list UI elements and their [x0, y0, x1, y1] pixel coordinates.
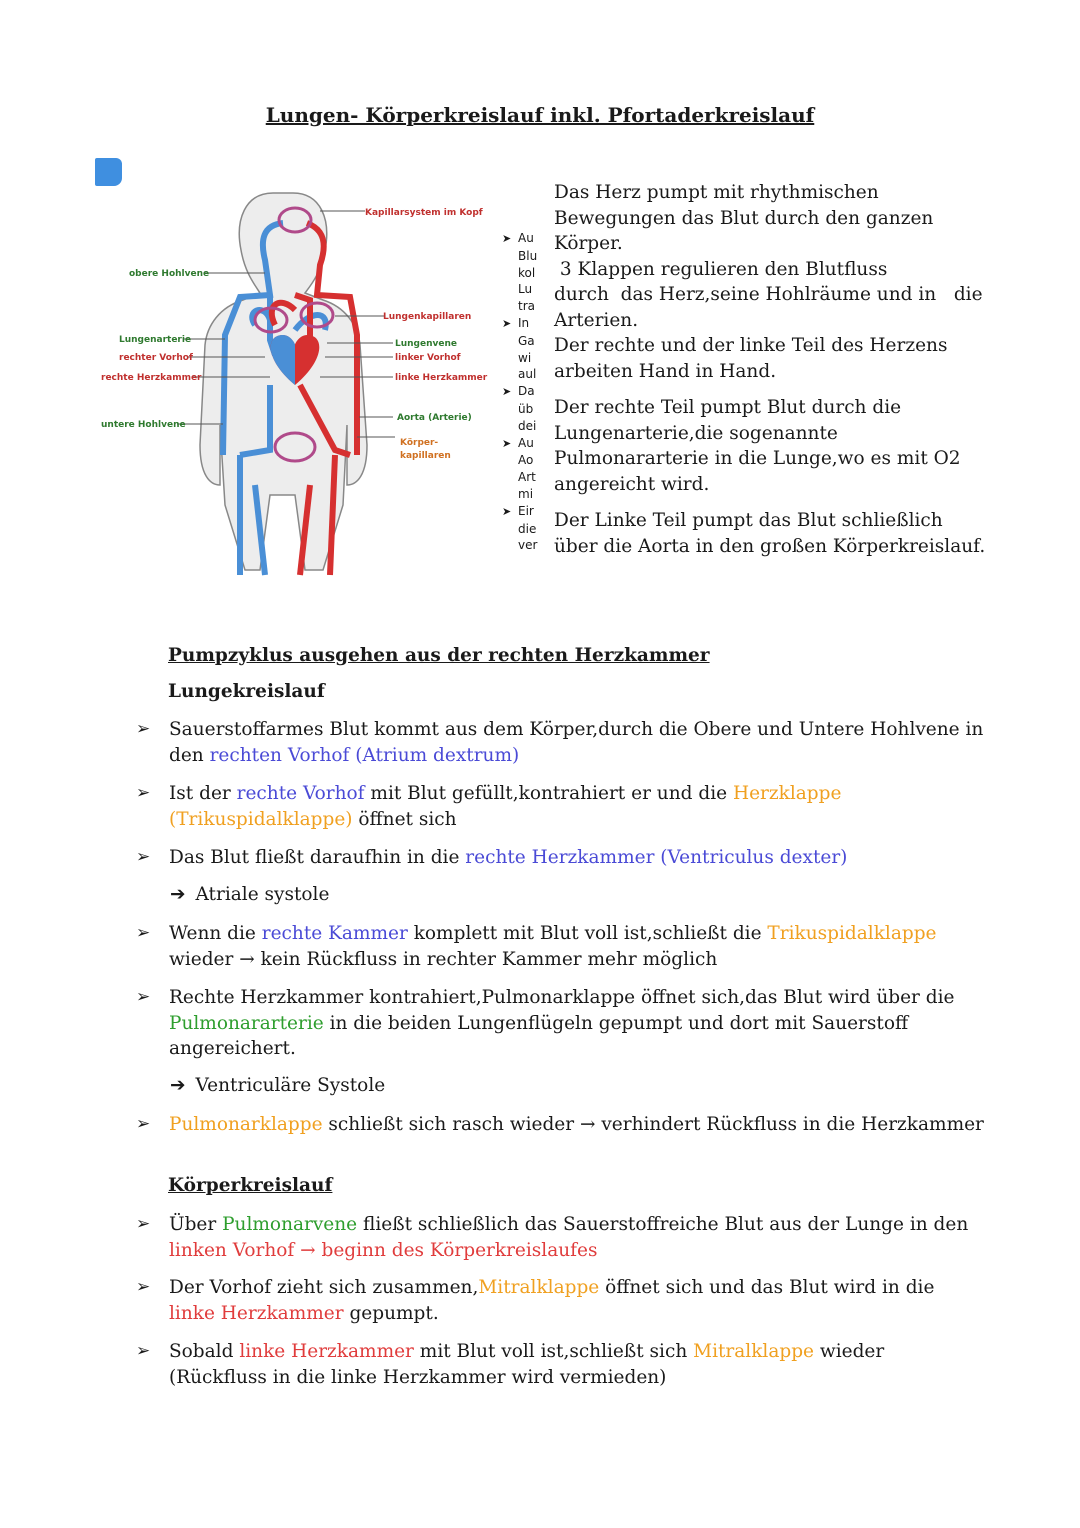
cut-line [502, 230, 540, 248]
text-span: fließt schließlich das Sauerstoffreiche Blut aus der Lunge in den [357, 1214, 969, 1235]
intro-line: arbeiten Hand in Hand. [554, 360, 777, 382]
term-orange: Pulmonarklappe [169, 1114, 323, 1135]
text-span: öffnet sich und das Blut wird in die [599, 1277, 935, 1298]
text-span: mit Blut gefüllt,kontrahiert er und die [364, 783, 733, 804]
term-red: linke Herzkammer [239, 1341, 414, 1362]
text-span: Ist der [169, 783, 237, 804]
text-span: Das Blut fließt daraufhin in die [169, 847, 466, 868]
cut-line-text: Ga [518, 333, 535, 348]
lungenkreislauf-heading: Lungekreislauf [168, 681, 325, 702]
cut-line [502, 401, 540, 418]
bullet-arrow-icon: ➢ [136, 987, 151, 1007]
cut-line-text: Au [518, 435, 534, 450]
cut-line [502, 435, 540, 453]
cut-line-text: Ao [518, 453, 534, 468]
bullet-arrow-icon: ➤ [502, 504, 512, 518]
label-kapillar-kopf: Kapillarsystem im Kopf [365, 208, 483, 218]
cut-line [502, 537, 540, 554]
list-item [136, 845, 986, 871]
label-aorta: Aorta (Arterie) [397, 413, 472, 423]
intro-line: Der rechte Teil pumpt Blut durch die [554, 397, 902, 418]
label-linke-herzkammer: linke Herzkammer [395, 373, 488, 383]
bullet-arrow-icon: ➢ [136, 719, 151, 739]
cut-line [502, 452, 540, 469]
intro-line: Lungenarterie,die sogenannte [554, 422, 838, 444]
intro-line: Arterien. [554, 309, 639, 331]
cut-line-text: üb [518, 401, 534, 416]
list-item [136, 1212, 986, 1263]
cut-line-text: In [518, 315, 530, 330]
cut-line-text: Art [518, 470, 536, 485]
cut-line [502, 486, 540, 503]
cut-line [502, 265, 540, 282]
koerperkreislauf-heading: Körperkreislauf [168, 1175, 333, 1196]
list-item [136, 1339, 986, 1390]
cut-line [502, 418, 540, 435]
sub-item [170, 882, 329, 908]
cut-line-text: wi [518, 350, 532, 365]
cut-line-text: mi [518, 486, 534, 501]
term-orange: Mitralklappe [478, 1277, 600, 1298]
label-linker-vorhof: linker Vorhof [395, 353, 461, 363]
bullet-arrow-icon: ➢ [136, 1114, 151, 1134]
term-red: linken Vorhof → beginn des Körperkreislaufes [169, 1239, 598, 1261]
text-span: gepumpt. [343, 1302, 439, 1324]
cut-off-text-column [502, 230, 540, 600]
label-lungenvene: Lungenvene [395, 339, 457, 349]
text-span: Wenn die [169, 923, 262, 944]
cut-line [502, 350, 540, 367]
intro-line: Der Linke Teil pumpt das Blut schließlich [554, 510, 943, 531]
list-item [136, 985, 986, 1062]
cut-line [502, 521, 540, 538]
bullet-arrow-icon: ➢ [136, 923, 151, 943]
term-orange: Mitralklappe [693, 1341, 814, 1362]
intro-line: Bewegungen das Blut durch den ganzen [554, 207, 934, 229]
intro-line: über die Aorta in den großen Körperkreislauf. [554, 535, 986, 557]
term-blue: rechte Vorhof [236, 783, 365, 804]
cut-line-text: Lu [518, 282, 533, 297]
intro-text [554, 180, 994, 559]
bullet-arrow-icon: ➢ [136, 1214, 151, 1234]
label-obere-hohlvene: obere Hohlvene [129, 269, 210, 279]
sub-item [170, 1073, 385, 1099]
intro-line: 3 Klappen regulieren den Blutfluss [554, 258, 888, 280]
cut-line-text: Blu [518, 248, 538, 263]
bullet-arrow-icon: ➢ [136, 847, 151, 867]
cut-line [502, 366, 540, 383]
term-blue: rechte Herzkammer (Ventriculus dexter) [465, 847, 848, 868]
cut-line-text: Da [518, 384, 535, 399]
bullet-arrow-icon: ➢ [136, 1341, 151, 1361]
list-item [136, 717, 986, 768]
cut-line-text: tra [518, 299, 535, 314]
label-koerperkapillaren-2: kapillaren [400, 451, 451, 461]
arrow-icon: ➔ [170, 1075, 186, 1096]
intro-line: Der rechte und der linke Teil des Herzens [554, 335, 948, 356]
label-rechte-herzkammer: rechte Herzkammer [101, 373, 202, 383]
term-orange: Trikuspidalklappe [767, 923, 937, 944]
text-span: Sauerstoffarmes Blut kommt aus dem Körper,durch die Obere und Untere Hohlvene in den [169, 719, 984, 766]
term-green: Pulmonarvene [222, 1214, 358, 1235]
cut-line [502, 333, 540, 350]
label-lungenarterie: Lungenarterie [119, 335, 192, 345]
text-span: wieder (Rückfluss in die linke Herzkammer wird vermieden) [169, 1341, 885, 1388]
text-span: öffnet sich [352, 808, 457, 830]
cut-line-text: Eir [518, 503, 534, 518]
circulation-diagram [95, 185, 495, 595]
cut-line [502, 248, 540, 265]
bookmark-icon [95, 158, 122, 186]
bullet-arrow-icon: ➢ [136, 1277, 151, 1297]
cut-line [502, 503, 540, 521]
term-blue: rechten Vorhof (Atrium dextrum) [209, 744, 520, 766]
term-red: linke Herzkammer [169, 1302, 344, 1324]
intro-line: Pulmonararterie in die Lunge,wo es mit O2 [554, 448, 961, 469]
label-untere-hohlvene: untere Hohlvene [101, 420, 186, 430]
text-span: Sobald [169, 1341, 240, 1362]
cut-line-text: dei [518, 418, 537, 433]
term-orange: Herzklappe (Trikuspidalklappe) [169, 783, 842, 830]
arrow-icon: ➔ [170, 884, 186, 905]
intro-line: Das Herz pumpt mit rhythmischen [554, 182, 879, 203]
text-span: Über [169, 1214, 223, 1235]
term-blue: rechte Kammer [261, 923, 408, 944]
label-rechter-vorhof: rechter Vorhof [119, 353, 193, 363]
cut-line [502, 281, 540, 298]
sub-item-text: Ventriculäre Systole [195, 1075, 386, 1096]
label-lungenkapillaren: Lungenkapillaren [383, 312, 472, 322]
sub-item-text: Atriale systole [195, 884, 330, 905]
cut-line-text: Au [518, 231, 534, 245]
cut-line [502, 298, 540, 315]
list-item [136, 1275, 986, 1326]
intro-line: angereicht wird. [554, 473, 710, 495]
term-green: Pulmonararterie [169, 1012, 324, 1034]
bullet-arrow-icon: ➤ [502, 316, 512, 330]
cut-line-text: ver [518, 538, 538, 553]
cut-line [502, 469, 540, 486]
text-span: Der Vorhof zieht sich zusammen, [169, 1277, 479, 1298]
cut-line [502, 315, 540, 333]
list-item [136, 921, 986, 972]
bullet-arrow-icon: ➤ [502, 436, 512, 450]
bullet-arrow-icon: ➤ [502, 232, 512, 245]
cut-line [502, 383, 540, 401]
text-span: in die beiden Lungenflügeln gepumpt und dort mit Sauerstoff angereichert. [169, 1012, 909, 1059]
cut-line-text: die [518, 521, 537, 536]
text-span: wieder → kein Rückfluss in rechter Kammer mehr möglich [169, 948, 718, 970]
text-span: Rechte Herzkammer kontrahiert,Pulmonarklappe öffnet sich,das Blut wird über die [169, 987, 955, 1008]
cut-line-text: aul [518, 367, 537, 382]
list-item [136, 1112, 986, 1138]
bullet-arrow-icon: ➢ [136, 783, 151, 803]
intro-line: Körper. [554, 233, 623, 254]
list-item [136, 781, 986, 832]
intro-line: durch das Herz,seine Hohlräume und in die [554, 284, 983, 305]
cut-line-text: kol [518, 265, 536, 280]
label-koerperkapillaren-1: Körper- [400, 438, 439, 448]
text-span: mit Blut voll ist,schließt sich [413, 1341, 694, 1362]
text-span: komplett mit Blut voll ist,schließt die [407, 923, 768, 944]
bullet-arrow-icon: ➤ [502, 385, 512, 399]
section-heading: Pumpzyklus ausgehen aus der rechten Herzkammer [168, 645, 710, 666]
text-span: schließt sich rasch wieder → verhindert Rückfluss in die Herzkammer [322, 1114, 984, 1135]
page-title: Lungen- Körperkreislauf inkl. Pfortaderkreislauf [265, 103, 815, 127]
